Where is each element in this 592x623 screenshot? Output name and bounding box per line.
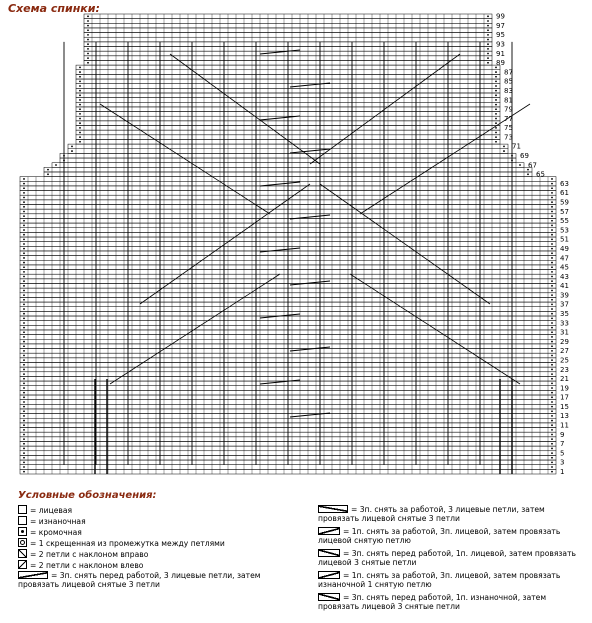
chart-title: Схема спинки: xyxy=(8,2,100,15)
row-number-label: 67 xyxy=(528,161,537,170)
row-number-label: 15 xyxy=(560,402,569,411)
legend-item-edge: = кромочная xyxy=(18,527,82,537)
row-number-label: 53 xyxy=(560,226,569,235)
cross-front-purl-icon xyxy=(318,593,340,601)
row-number-label: 11 xyxy=(560,421,569,430)
legend-item-cross-back: = 1п. снять за работой, 3п. лицевой, затем провязать лицевой снятую петлю xyxy=(318,527,561,545)
row-number-label: 77 xyxy=(504,114,513,123)
row-number-label: 95 xyxy=(496,31,505,40)
cable-front-knit-icon xyxy=(18,571,48,579)
k2tog-right-icon xyxy=(18,549,27,558)
legend-title: Условные обозначения: xyxy=(18,490,157,501)
row-number-label: 71 xyxy=(512,142,521,151)
row-number-label: 73 xyxy=(504,133,513,142)
row-number-label: 59 xyxy=(560,198,569,207)
row-number-label: 99 xyxy=(496,12,505,21)
legend-item-knit: = лицевая xyxy=(18,505,72,515)
purl-stitch-icon xyxy=(18,516,27,525)
row-number-label: 81 xyxy=(504,96,513,105)
row-number-label: 79 xyxy=(504,105,513,114)
row-number-label: 61 xyxy=(560,189,569,198)
row-number-label: 29 xyxy=(560,337,569,346)
knit-stitch-icon xyxy=(18,505,27,514)
row-number-label: 51 xyxy=(560,235,569,244)
legend-item-purl: = изнаночная xyxy=(18,516,86,526)
row-number-label: 57 xyxy=(560,207,569,216)
row-number-label: 7 xyxy=(560,440,565,449)
row-number-label: 47 xyxy=(560,254,569,263)
row-number-label: 21 xyxy=(560,375,569,384)
row-number-label: 75 xyxy=(504,124,513,133)
row-number-label: 37 xyxy=(560,300,569,309)
legend-item-cross-front-purl: = 3п. снять перед работой, 1п. изнаночной, затем провязать лицевой 3 снятые петли xyxy=(318,593,547,611)
row-number-label: 91 xyxy=(496,49,505,58)
row-number-label: 9 xyxy=(560,430,565,439)
row-number-label: 19 xyxy=(560,384,569,393)
edge-stitch-icon xyxy=(18,527,27,536)
chart-grid xyxy=(20,14,556,474)
row-number-label: 41 xyxy=(560,282,569,291)
row-number-label: 83 xyxy=(504,86,513,95)
cross-back-purl-icon xyxy=(318,571,340,579)
row-numbers xyxy=(496,13,569,476)
legend-item-cable-back: = 3п. снять за работой, 3 лицевые петли, затем провязать лицевой снятые 3 петли xyxy=(318,505,545,523)
row-number-label: 93 xyxy=(496,40,505,49)
row-number-label: 3 xyxy=(560,458,565,467)
row-number-label: 13 xyxy=(560,412,569,421)
legend-item-crossed: = 1 скрещенная из промежутка между петлями xyxy=(18,538,225,548)
row-number-label: 33 xyxy=(560,319,569,328)
cable-back-knit-icon xyxy=(318,505,348,513)
row-number-label: 87 xyxy=(504,68,513,77)
row-number-label: 97 xyxy=(496,21,505,30)
row-number-label: 1 xyxy=(560,468,565,476)
row-number-label: 17 xyxy=(560,393,569,402)
row-number-label: 63 xyxy=(560,179,569,188)
row-number-label: 85 xyxy=(504,77,513,86)
row-number-label: 5 xyxy=(560,449,565,458)
crossed-stitch-icon xyxy=(18,538,27,547)
row-number-label: 25 xyxy=(560,356,569,365)
row-number-label: 45 xyxy=(560,263,569,272)
row-number-label: 43 xyxy=(560,272,569,281)
legend-item-k2tog-left: = 2 петли с наклоном влево xyxy=(18,560,143,570)
row-number-label: 39 xyxy=(560,291,569,300)
row-number-label: 23 xyxy=(560,365,569,374)
legend-item-cable-front: = 3п. снять перед работой, 3 лицевые петли, затем провязать лицевой снятые 3 петли xyxy=(18,571,261,589)
row-number-label: 27 xyxy=(560,347,569,356)
row-number-label: 49 xyxy=(560,244,569,253)
row-number-label: 65 xyxy=(536,170,545,179)
row-number-label: 69 xyxy=(520,152,529,161)
cross-back-1-3-icon xyxy=(318,527,340,535)
row-number-label: 89 xyxy=(496,59,505,68)
legend-item-k2tog-right: = 2 петли с наклоном вправо xyxy=(18,549,148,559)
row-number-label: 55 xyxy=(560,217,569,226)
legend-item-cross-back-purl: = 1п. снять за работой, 3п. лицевой, затем провязать изнаночной 1 снятую петлю xyxy=(318,571,561,589)
k2tog-left-icon xyxy=(18,560,27,569)
legend-item-cross-front: = 3п. снять перед работой, 1п. лицевой, затем провязать лицевой 3 снятые петли xyxy=(318,549,576,567)
cross-front-3-1-icon xyxy=(318,549,340,557)
row-number-label: 31 xyxy=(560,328,569,337)
row-number-label: 35 xyxy=(560,310,569,319)
